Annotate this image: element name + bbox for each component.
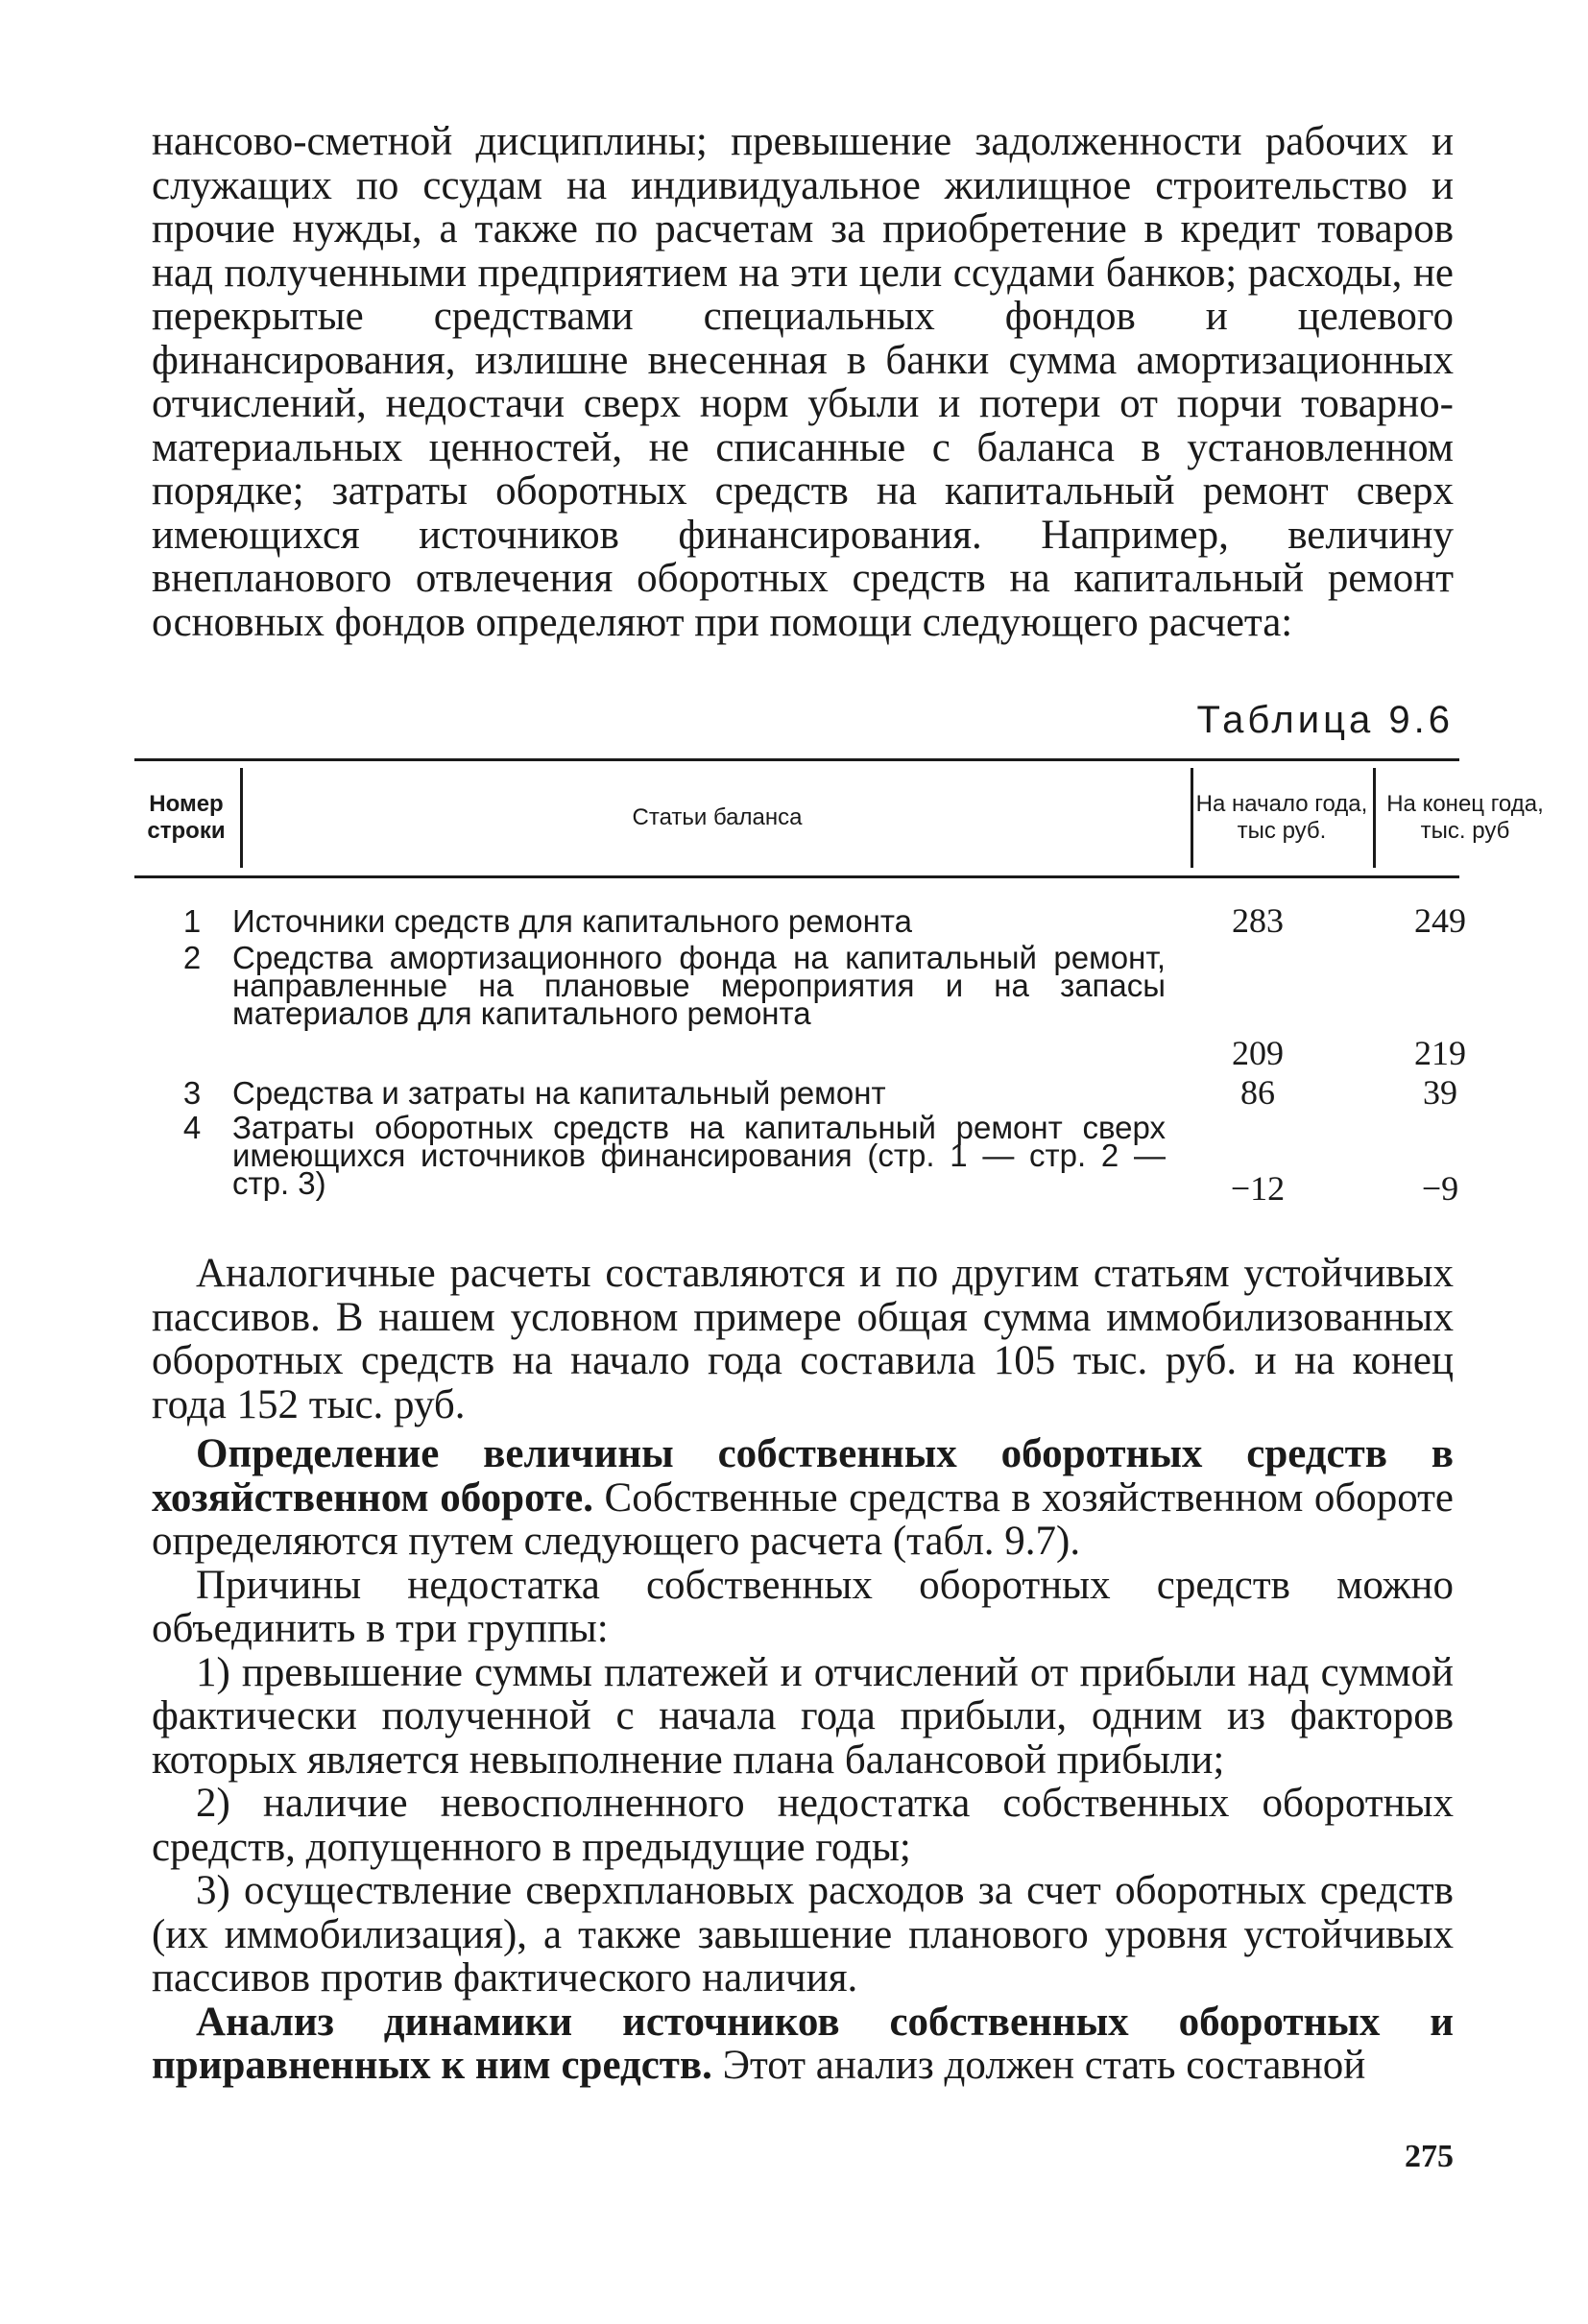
row-value-end: −9: [1421, 1169, 1459, 1208]
row-label: Источники средств для капитального ремонта: [232, 903, 912, 939]
page-number: 275: [1405, 2139, 1454, 2174]
body-text: [152, 1252, 1454, 2088]
row-value-end: 219: [1414, 1034, 1466, 1072]
reason-1: 1) превышение суммы платежей и отчислений от прибыли над суммой фактически полученной с начала года прибыли, одним из факторов которых является невыполнение плана балансовой прибыли;: [152, 1649, 1454, 1783]
row-label: Затраты оборотных средств на капитальный ремонт сверх имеющихся источников финансирования (стр. 1 — стр. 2 — стр. 3): [232, 1110, 1166, 1201]
paragraph-own-funds-text: Собственные средства в хозяйственном обороте определяются путем следующего расчета (табл. 9.7).: [152, 1474, 1455, 1564]
row-value-end: 249: [1414, 901, 1466, 940]
reason-2: 2) наличие невосполненного недостатка собственных оборотных средств, допущенного в предыдущие годы;: [152, 1781, 1454, 1870]
table-header-rule: [134, 875, 1459, 878]
header-start-of-year: На начало года, тыс руб.: [1195, 791, 1368, 844]
table-top-rule: [134, 758, 1459, 761]
header-end-of-year: На конец года, тыс. руб: [1386, 791, 1544, 844]
row-value-start: 283: [1232, 901, 1284, 940]
row-label: Средства амортизационного фонда на капитальный ремонт, направленные на плановые мероприятия и на запасы материалов для капитального ремонта: [232, 940, 1166, 1031]
row-number: 2: [182, 940, 202, 975]
row-label: Средства и затраты на капитальный ремонт: [232, 1075, 886, 1111]
row-value-start: −12: [1230, 1169, 1286, 1208]
table-caption: Таблица 9.6: [1196, 699, 1454, 741]
heading-own-funds: Определение величины собственных оборотных средств в хозяйственном обороте.: [152, 1431, 1454, 1521]
reason-3: 3) осуществление сверхплановых расходов за счет оборотных средств (их иммобилизация), а также завышение планового уровня устойчивых пассивов против фактического наличия.: [152, 1868, 1454, 2001]
table-row: [134, 1073, 1459, 1112]
table-row: [134, 901, 1466, 940]
paragraph-own-funds: [152, 1432, 1454, 1564]
heading-dynamics: Анализ динамики источников собственных оборотных и приравненных к ним средств.: [152, 1999, 1454, 2088]
table-row: [134, 940, 1466, 1072]
paragraph-reasons: Причины недостатка собственных оборотных средств можно объединить в три группы:: [152, 1562, 1454, 1651]
row-value-start: 209: [1232, 1034, 1284, 1072]
row-value-end: 39: [1423, 1073, 1457, 1112]
paragraph-dynamics: [152, 2001, 1454, 2088]
row-number: 3: [182, 1075, 202, 1111]
header-row-number: Номер строки: [147, 791, 226, 844]
table-row: [134, 1110, 1459, 1210]
row-value-start: 86: [1240, 1073, 1275, 1112]
paragraph-top: нансово-сметной дисциплины; превышение задолженности рабочих и служащих по ссудам на индивидуальное жилищное строительство и прочие нужды, а также по расчетам за приобретение в кредит товаров над полученными предприятием на эти цели ссудами банков; расходы, не перекрытые средствами специальных фондов и целевого финансирования, излишне внесенная в банки сумма амортизационных отчислений, недостачи сверх норм убыли и потери от порчи товарно-материальных ценностей, не списанные с баланса в установленном порядке; затраты оборотных средств на капитальный ремонт сверх имеющихся источников финансирования. Например, величину внепланового отвлечения оборотных средств на капитальный ремонт основных фондов определяют при помощи следующего расчета:: [152, 119, 1454, 645]
paragraph-analogous: Аналогичные расчеты составляются и по другим статьям устойчивых пассивов. В нашем условном примере общая сумма иммобилизованных оборотных средств на начало года составила 105 тыс. руб. и на конец года 152 тыс. руб.: [152, 1251, 1454, 1427]
paragraph-dynamics-text: Этот анализ должен стать составной: [722, 2043, 1366, 2088]
header-items: Статьи баланса: [632, 804, 803, 830]
row-number: 1: [182, 903, 202, 939]
row-number: 4: [182, 1110, 202, 1145]
